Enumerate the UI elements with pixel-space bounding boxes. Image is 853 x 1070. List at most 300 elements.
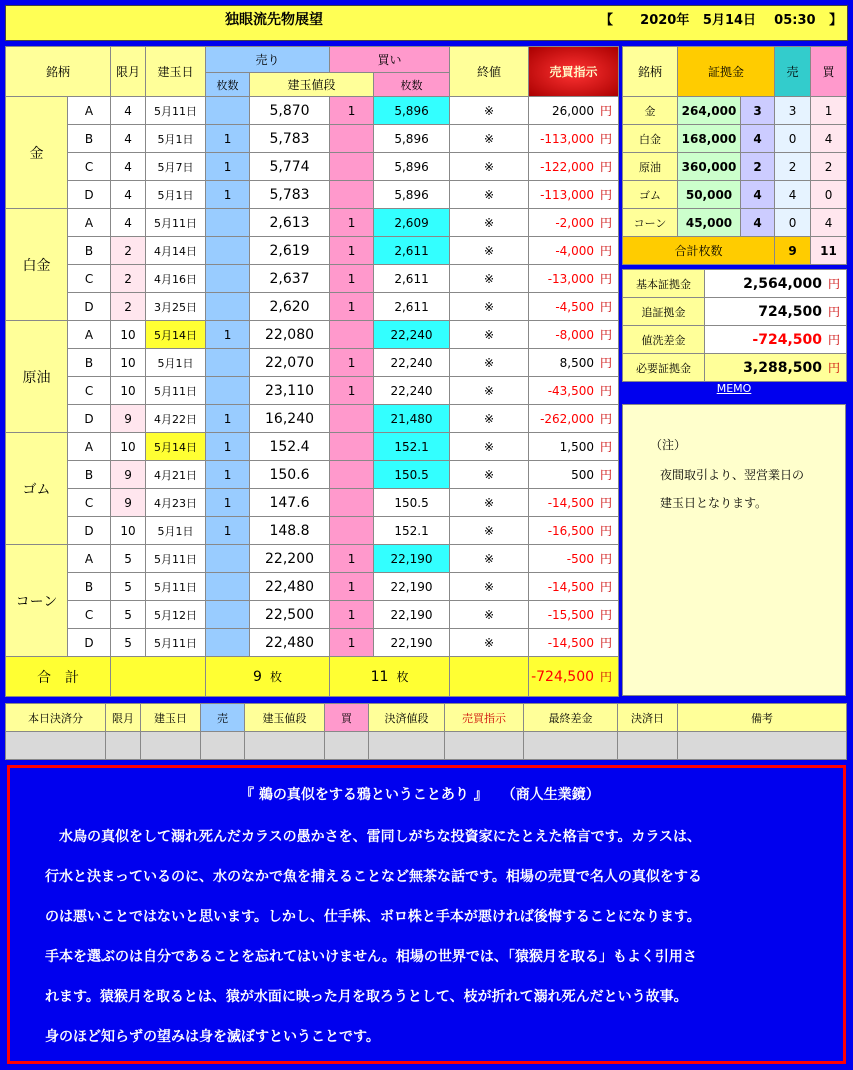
margin-buy: 0 [811, 181, 847, 209]
gengetsu-cell: 10 [111, 321, 146, 349]
tategyoku-nedan: 148.8 [250, 517, 330, 545]
summary-row [623, 298, 847, 326]
neara-cell [529, 321, 619, 349]
side-header-shokokin: 証拠金 [678, 47, 775, 97]
memo-line: （注） [650, 438, 687, 452]
date-display: 【 2020年 5月14日 05:30 】 [600, 13, 843, 28]
margin-row [623, 181, 847, 209]
buy-count [330, 321, 374, 349]
owarine-cell: 22,240 [374, 321, 450, 349]
tategyoku-nedan: 22,200 [250, 545, 330, 573]
buy-count: 1 [330, 629, 374, 657]
owarine-cell: 150.5 [374, 489, 450, 517]
commodity-name: 金 [6, 97, 68, 209]
memo-line: 建玉日となります。 [660, 496, 768, 510]
neara-value: -122,000 [540, 160, 595, 174]
tategyokubi-cell: 5月1日 [146, 517, 206, 545]
owarine-cell: 21,480 [374, 405, 450, 433]
margin-sell: 4 [775, 181, 811, 209]
sell-count: 1 [206, 321, 250, 349]
tategyoku-nedan: 22,070 [250, 349, 330, 377]
neara-cell [529, 293, 619, 321]
gengetsu-cell: 10 [111, 433, 146, 461]
buy-count: 1 [330, 97, 374, 125]
margin-amount: 45,000 [678, 209, 741, 237]
tategyokubi-cell: 3月25日 [146, 293, 206, 321]
tategyokubi-cell: 5月11日 [146, 545, 206, 573]
neara-value: -14,500 [547, 636, 595, 650]
buy-count [330, 405, 374, 433]
baibai-cell: ※ [450, 97, 529, 125]
settle-cell [106, 732, 141, 760]
settle-header: 決済日 [618, 704, 678, 732]
sell-count [206, 377, 250, 405]
col-header-buy-maisu: 枚数 [374, 73, 450, 97]
total-buy-unit: 枚 [396, 670, 409, 684]
col-header-tategyoku-nedan: 建玉値段 [250, 73, 374, 97]
tategyoku-nedan: 16,240 [250, 405, 330, 433]
baibai-cell: ※ [450, 517, 529, 545]
tategyokubi-cell: 4月21日 [146, 461, 206, 489]
series-letter: C [68, 601, 111, 629]
side-header-kai: 買 [811, 47, 847, 97]
yen-unit: 円 [827, 333, 840, 347]
margin-multiplier: 2 [741, 153, 775, 181]
series-letter: A [68, 545, 111, 573]
buy-count: 1 [330, 293, 374, 321]
neara-cell [529, 601, 619, 629]
quote-line: 身のほど知らずの望みは身を滅ぼすということです。 [45, 1029, 380, 1045]
neara-cell [529, 237, 619, 265]
tategyokubi-cell: 5月1日 [146, 349, 206, 377]
buy-count [330, 517, 374, 545]
series-letter: D [68, 181, 111, 209]
neara-cell [529, 517, 619, 545]
yen-unit: 円 [600, 216, 613, 230]
neara-value: -4,500 [555, 300, 595, 314]
sell-count: 1 [206, 181, 250, 209]
yen-unit: 円 [600, 244, 613, 258]
tategyoku-nedan: 2,637 [250, 265, 330, 293]
neara-value: -16,500 [547, 524, 595, 538]
tategyokubi-cell: 5月1日 [146, 181, 206, 209]
total-buy-count: 11 [370, 669, 389, 685]
gengetsu-cell: 4 [111, 153, 146, 181]
yen-unit: 円 [827, 277, 840, 291]
settle-header: 建玉値段 [245, 704, 325, 732]
positions-table [5, 46, 619, 697]
settle-cell [369, 732, 445, 760]
series-letter: A [68, 209, 111, 237]
buy-count [330, 489, 374, 517]
summary-row [623, 354, 847, 382]
commodity-name: 白金 [6, 209, 68, 321]
yen-unit: 円 [600, 580, 613, 594]
owarine-cell: 2,609 [374, 209, 450, 237]
memo-link[interactable]: MEMO [716, 382, 752, 395]
tategyokubi-cell: 4月16日 [146, 265, 206, 293]
quote-line: 行水と決まっているのに、水のなかで魚を捕えることなど無茶な話です。相場の売買で名人の真似をする [45, 869, 702, 885]
table-row [6, 153, 619, 181]
margin-commodity: 金 [623, 97, 678, 125]
yen-unit: 円 [600, 188, 613, 202]
col-header-gengetsu: 限月 [111, 47, 146, 97]
settle-cell [678, 732, 847, 760]
yen-unit: 円 [827, 361, 840, 375]
baibai-cell: ※ [450, 349, 529, 377]
buy-count: 1 [330, 377, 374, 405]
buy-count: 1 [330, 265, 374, 293]
baibai-cell: ※ [450, 573, 529, 601]
baibai-cell: ※ [450, 377, 529, 405]
gengetsu-cell: 5 [111, 601, 146, 629]
margin-multiplier: 4 [741, 125, 775, 153]
baibai-cell: ※ [450, 433, 529, 461]
tategyoku-nedan: 22,480 [250, 629, 330, 657]
sell-count [206, 293, 250, 321]
owarine-cell: 152.1 [374, 517, 450, 545]
margin-row [623, 153, 847, 181]
neara-value: -14,500 [547, 580, 595, 594]
summary-row [623, 270, 847, 298]
settle-cell [245, 732, 325, 760]
gengetsu-cell: 4 [111, 125, 146, 153]
tategyoku-nedan: 23,110 [250, 377, 330, 405]
commodity-name: 原油 [6, 321, 68, 433]
tategyoku-nedan: 22,080 [250, 321, 330, 349]
commodity-name: ゴム [6, 433, 68, 545]
margin-sell: 2 [775, 153, 811, 181]
buy-count [330, 153, 374, 181]
tategyokubi-cell: 5月14日 [146, 321, 206, 349]
owarine-cell: 22,240 [374, 349, 450, 377]
total-blank [111, 657, 206, 697]
series-letter: D [68, 405, 111, 433]
total-label: 合 計 [6, 657, 111, 697]
baibai-cell: ※ [450, 601, 529, 629]
col-header-kai: 買い [330, 47, 450, 73]
table-row [6, 209, 619, 237]
table-row [6, 321, 619, 349]
settle-header: 限月 [106, 704, 141, 732]
owarine-cell: 5,896 [374, 181, 450, 209]
owarine-cell: 5,896 [374, 125, 450, 153]
sell-count [206, 545, 250, 573]
series-letter: D [68, 293, 111, 321]
neara-cell [529, 97, 619, 125]
margin-commodity: 白金 [623, 125, 678, 153]
series-letter: D [68, 517, 111, 545]
tategyokubi-cell: 4月22日 [146, 405, 206, 433]
margin-row [623, 97, 847, 125]
table-row [6, 349, 619, 377]
gengetsu-cell: 10 [111, 349, 146, 377]
owarine-cell: 22,190 [374, 545, 450, 573]
total-buy-cell [330, 657, 450, 697]
col-header-sell-maisu: 枚数 [206, 73, 250, 97]
yen-unit: 円 [600, 132, 613, 146]
buy-count: 1 [330, 349, 374, 377]
summary-label: 基本証拠金 [623, 270, 705, 298]
buy-count: 1 [330, 237, 374, 265]
commodity-name: コーン [6, 545, 68, 657]
baibai-cell: ※ [450, 405, 529, 433]
owarine-cell: 150.5 [374, 461, 450, 489]
summary-label: 追証拠金 [623, 298, 705, 326]
table-row [6, 517, 619, 545]
owarine-cell: 5,896 [374, 97, 450, 125]
sell-count [206, 237, 250, 265]
series-letter: B [68, 461, 111, 489]
settle-header: 買 [325, 704, 369, 732]
margin-amount: 360,000 [678, 153, 741, 181]
series-letter: A [68, 321, 111, 349]
neara-value: -2,000 [555, 216, 595, 230]
tategyokubi-cell: 5月11日 [146, 377, 206, 405]
quote-line: のは悪いことではないと思います。しかし、仕手株、ボロ株と手本が悪ければ後悔することになります。 [45, 909, 701, 925]
neara-cell [529, 573, 619, 601]
neara-cell [529, 489, 619, 517]
margin-sell: 0 [775, 125, 811, 153]
series-letter: B [68, 573, 111, 601]
table-row [6, 489, 619, 517]
neara-cell [529, 629, 619, 657]
col-header-tategyokubi: 建玉日 [146, 47, 206, 97]
margin-buy: 4 [811, 209, 847, 237]
settle-cell [524, 732, 618, 760]
margin-multiplier: 3 [741, 97, 775, 125]
series-letter: B [68, 237, 111, 265]
yen-unit: 円 [600, 300, 613, 314]
summary-row [623, 326, 847, 354]
series-letter: C [68, 153, 111, 181]
baibai-cell: ※ [450, 125, 529, 153]
sell-count: 1 [206, 405, 250, 433]
tategyoku-nedan: 5,870 [250, 97, 330, 125]
baibai-cell: ※ [450, 629, 529, 657]
buy-count [330, 181, 374, 209]
tategyoku-nedan: 5,783 [250, 125, 330, 153]
margin-buy: 2 [811, 153, 847, 181]
margin-buy: 4 [811, 125, 847, 153]
table-row [6, 237, 619, 265]
summary-value-cell [705, 326, 847, 354]
baibai-cell: ※ [450, 545, 529, 573]
tategyoku-nedan: 22,480 [250, 573, 330, 601]
sell-count: 1 [206, 153, 250, 181]
neara-cell [529, 377, 619, 405]
margin-multiplier: 4 [741, 181, 775, 209]
gengetsu-cell: 2 [111, 265, 146, 293]
total-sell-unit: 枚 [269, 670, 282, 684]
baibai-cell: ※ [450, 461, 529, 489]
neara-cell [529, 405, 619, 433]
neara-value: -8,000 [555, 328, 595, 342]
margin-table [622, 46, 847, 265]
settle-header: 備考 [678, 704, 847, 732]
yen-unit: 円 [600, 636, 613, 650]
quote-title: 『 鵜の真似をする鴉ということあり 』 （商人生業鏡） [240, 787, 600, 803]
margin-total-buy: 11 [811, 237, 847, 265]
table-row [6, 545, 619, 573]
gengetsu-cell: 10 [111, 377, 146, 405]
gengetsu-cell: 2 [111, 237, 146, 265]
owarine-cell: 22,190 [374, 629, 450, 657]
sell-count [206, 349, 250, 377]
neara-value: -13,000 [547, 272, 595, 286]
owarine-cell: 152.1 [374, 433, 450, 461]
series-letter: D [68, 629, 111, 657]
yen-unit: 円 [600, 670, 613, 684]
tategyokubi-cell: 5月11日 [146, 629, 206, 657]
neara-value: -113,000 [540, 188, 595, 202]
margin-amount: 50,000 [678, 181, 741, 209]
owarine-cell: 2,611 [374, 265, 450, 293]
neara-value: -113,000 [540, 132, 595, 146]
neara-cell [529, 265, 619, 293]
series-letter: C [68, 265, 111, 293]
tategyoku-nedan: 147.6 [250, 489, 330, 517]
tategyokubi-cell: 5月14日 [146, 433, 206, 461]
neara-value: -262,000 [540, 412, 595, 426]
col-header-uri: 売り [206, 47, 330, 73]
baibai-cell: ※ [450, 209, 529, 237]
sell-count: 1 [206, 517, 250, 545]
gengetsu-cell: 9 [111, 489, 146, 517]
total-row [6, 657, 619, 697]
margin-total-row [623, 237, 847, 265]
table-row [6, 97, 619, 125]
summary-value: 724,500 [758, 304, 822, 320]
yen-unit: 円 [600, 412, 613, 426]
page-title: 独眼流先物展望 [225, 12, 323, 28]
tategyoku-nedan: 2,613 [250, 209, 330, 237]
series-letter: B [68, 125, 111, 153]
settle-cell [445, 732, 524, 760]
yen-unit: 円 [600, 384, 613, 398]
summary-value-cell [705, 354, 847, 382]
neara-value: 1,500 [559, 440, 595, 454]
margin-buy: 1 [811, 97, 847, 125]
series-letter: A [68, 97, 111, 125]
margin-multiplier: 4 [741, 209, 775, 237]
neara-cell [529, 545, 619, 573]
owarine-cell: 2,611 [374, 293, 450, 321]
total-diff-cell [529, 657, 619, 697]
owarine-cell: 22,240 [374, 377, 450, 405]
gengetsu-cell: 9 [111, 461, 146, 489]
quote-line: れます。猿猴月を取るとは、猿が水面に映った月を取ろうとして、枝が折れて溺れ死んだという故事。 [45, 989, 688, 1005]
total-diff: -724,500 [531, 669, 595, 685]
gengetsu-cell: 10 [111, 517, 146, 545]
settlement-table [5, 703, 847, 760]
series-letter: C [68, 377, 111, 405]
yen-unit: 円 [600, 160, 613, 174]
yen-unit: 円 [600, 468, 613, 482]
buy-count: 1 [330, 209, 374, 237]
table-row [6, 461, 619, 489]
margin-commodity: 原油 [623, 153, 678, 181]
settle-header: 本日決済分 [6, 704, 106, 732]
neara-cell [529, 461, 619, 489]
tategyoku-nedan: 5,774 [250, 153, 330, 181]
margin-sell: 0 [775, 209, 811, 237]
buy-count [330, 461, 374, 489]
sell-count: 1 [206, 461, 250, 489]
table-row [6, 265, 619, 293]
summary-value: -724,500 [752, 332, 822, 348]
sell-count: 1 [206, 125, 250, 153]
margin-commodity: ゴム [623, 181, 678, 209]
tategyokubi-cell: 5月11日 [146, 209, 206, 237]
tategyokubi-cell: 5月1日 [146, 125, 206, 153]
sell-count [206, 209, 250, 237]
baibai-cell: ※ [450, 489, 529, 517]
series-letter: C [68, 489, 111, 517]
sell-count [206, 97, 250, 125]
settle-cell [6, 732, 106, 760]
settle-header: 最終差金 [524, 704, 618, 732]
tategyokubi-cell: 4月14日 [146, 237, 206, 265]
baibai-cell: ※ [450, 237, 529, 265]
tategyoku-nedan: 152.4 [250, 433, 330, 461]
col-header-meigara: 銘柄 [6, 47, 111, 97]
neara-value: -43,500 [547, 384, 595, 398]
margin-row [623, 209, 847, 237]
summary-label: 必要証拠金 [623, 354, 705, 382]
summary-label: 値洗差金 [623, 326, 705, 354]
settle-header: 売 [201, 704, 245, 732]
neara-value: -4,000 [555, 244, 595, 258]
quote-line: 水鳥の真似をして溺れ死んだカラスの愚かさを、雷同しがちな投資家にたとえた格言です。カラスは、 [45, 829, 702, 845]
memo-line: 夜間取引より、翌営業日の [660, 468, 805, 482]
gengetsu-cell: 5 [111, 629, 146, 657]
sell-count: 1 [206, 433, 250, 461]
margin-total-sell: 9 [775, 237, 811, 265]
neara-cell [529, 125, 619, 153]
yen-unit: 円 [600, 328, 613, 342]
margin-commodity: コーン [623, 209, 678, 237]
buy-count: 1 [330, 545, 374, 573]
tategyoku-nedan: 150.6 [250, 461, 330, 489]
gengetsu-cell: 5 [111, 545, 146, 573]
settle-cell [201, 732, 245, 760]
total-sell-count: 9 [253, 669, 262, 685]
sell-count [206, 629, 250, 657]
yen-unit: 円 [600, 552, 613, 566]
baibai-shiji-button[interactable]: 売買指示 [529, 47, 619, 97]
margin-amount: 264,000 [678, 97, 741, 125]
side-header-meigara: 銘柄 [623, 47, 678, 97]
neara-cell [529, 209, 619, 237]
tategyoku-nedan: 2,619 [250, 237, 330, 265]
table-row [6, 405, 619, 433]
gengetsu-cell: 4 [111, 209, 146, 237]
tategyokubi-cell: 5月12日 [146, 601, 206, 629]
gengetsu-cell: 2 [111, 293, 146, 321]
baibai-cell: ※ [450, 153, 529, 181]
series-letter: B [68, 349, 111, 377]
neara-value: -15,500 [547, 608, 595, 622]
settle-cell [141, 732, 201, 760]
yen-unit: 円 [600, 440, 613, 454]
table-row [6, 573, 619, 601]
yen-unit: 円 [827, 305, 840, 319]
neara-cell [529, 153, 619, 181]
owarine-cell: 2,611 [374, 237, 450, 265]
buy-count: 1 [330, 573, 374, 601]
buy-count [330, 433, 374, 461]
